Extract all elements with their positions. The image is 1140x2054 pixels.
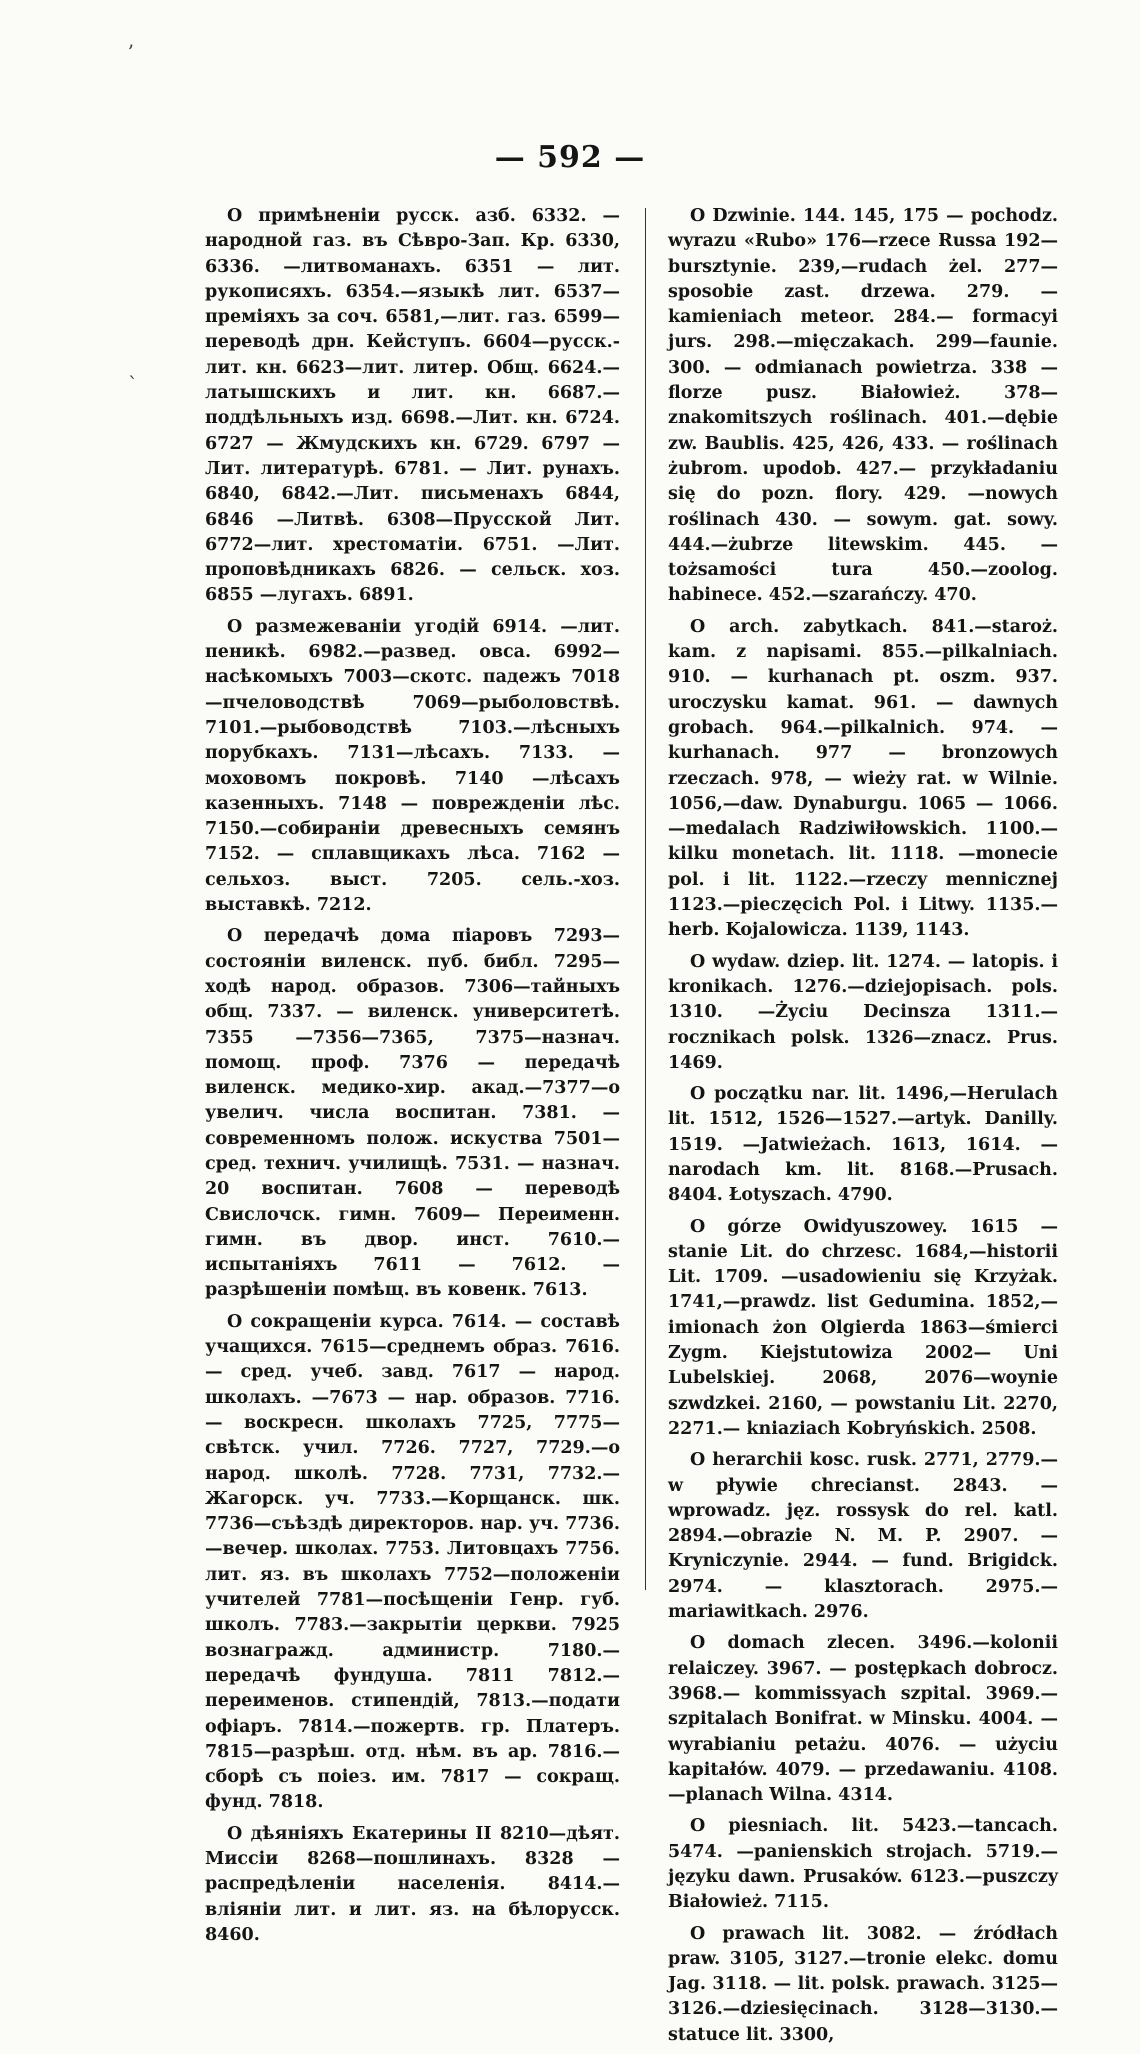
right-column bbox=[668, 204, 1058, 2054]
right-paragraph: O Dzwinie. 144. 145, 175 — pochodz. wyrazu «Rubo» 176—rzece Russa 192—bursztynie. 239,—rudach żel. 277—sposobie zast. drzewa. 279. — kamieniach meteor. 284.— formacyi jurs. 298.—mięczakach. 299—faunie. 300. — odmianach powietrza. 338 — florze pusz. Białowież. 378—znakomitszych roślinach. 401.—dębie zw. Baublis. 425, 426, 433. — roślinach żubrom. upodob. 427.— przykładaniu się do pozn. flory. 429. —nowych roślinach 430. — sowym. gat. sowy. 444.—żubrze litewskim. 445. — tożsamości tura 450.—zoolog. habinece. 452.—szarańczy. 470. bbox=[668, 206, 1058, 606]
left-paragraph: О передачѣ дома піаровъ 7293—состояніи виленск. пуб. библ. 7295—ходѣ народ. образов. 7306—тайныхъ общ. 7337. — виленск. университетѣ. 7355 —7356—7365, 7375—назнач. помощ. проф. 7376 — передачѣ виленск. медико-хир. акад.—7377—о увелич. числа воспитан. 7381. —современномъ полож. искуства 7501—сред. технич. училищѣ. 7531. — назнач. 20 воспитан. 7608 — переводѣ Свислочск. гимн. 7609— Переименн. гимн. въ двор. инст. 7610.— испытаніяхъ 7611 — 7612. — разрѣшеніи помѣщ. въ ковенк. 7613. bbox=[205, 926, 620, 1301]
left-paragraph: О размежеваніи угодій 6914. —лит. пеникѣ. 6982.—развед. овса. 6992—насѣкомыхъ 7003—скотс. падежъ 7018—пчеловодствѣ 7069—рыболовствѣ. 7101.—рыбоводствѣ 7103.—лѣсныхъ порубкахъ. 7131—лѣсахъ. 7133. — моховомъ покровѣ. 7140 —лѣсахъ казенныхъ. 7148 — поврежденіи лѣс. 7150.—собираніи древесныхъ семянъ 7152. — сплавщикахъ лѣса. 7162 — сельхоз. выст. 7205. сель.-хоз. выставкѣ. 7212. bbox=[205, 616, 620, 916]
margin-tick-mark: ʼ bbox=[127, 40, 134, 64]
right-paragraph: O arch. zabytkach. 841.—staroż. kam. z napisami. 855.—pilkalniach. 910. — kurhanach pt. oszm. 937. uroczysku kamat. 961. — dawnych grobach. 964.—pilkalnich. 974. — kurhanach. 977 — bronzowych rzeczach. 978, — wieży rat. w Wilnie. 1056,—daw. Dynaburgu. 1065 — 1066.—medalach Radziwiłowskich. 1100.—kilku monetach. lit. 1118. —monecie pol. i lit. 1122.—rzeczy mennicznej 1123.—pieczęcich Pol. i Litwy. 1135.—herb. Kojalowicza. 1139, 1143. bbox=[668, 616, 1058, 941]
margin-dash-mark: ˋ bbox=[128, 372, 138, 396]
column-divider bbox=[645, 208, 646, 1590]
right-paragraph: O domach zlecen. 3496.—kolonii relaiczey. 3967. — postępkach dobrocz. 3968.— kommissyach szpital. 3969.—szpitalach Bonifrat. w Minsku. 4004. — wyrabianiu petażu. 4076. — użyciu kapitałów. 4079. — przedawaniu. 4108.—planach Wilna. 4314. bbox=[668, 1633, 1058, 1806]
right-paragraph: O piesniach. lit. 5423.—tancach. 5474. —panienskich strojach. 5719.—języku dawn. Prusaków. 6123.—puszczy Białowież. 7115. bbox=[668, 1816, 1058, 1913]
right-paragraph: O herarchii kosc. rusk. 2771, 2779.— w pływie chrecianst. 2843. — wprowadz. jęz. rossysk do rel. katl. 2894.—obrazie N. M. P. 2907. — Kryniczynie. 2944. — fund. Brigidck. 2974. — klasztorach. 2975.—mariawitkach. 2976. bbox=[668, 1450, 1058, 1623]
right-paragraph: O wydaw. dziep. lit. 1274. — latopis. i kronikach. 1276.—dziejopisach. pols. 1310. —Życiu Decinsza 1311.—rocznikach polsk. 1326—znacz. Prus. 1469. bbox=[668, 951, 1058, 1073]
page-number: — 592 — bbox=[494, 140, 646, 175]
right-paragraph: O początku nar. lit. 1496,—Herulach lit. 1512, 1526—1527.—artyk. Danilly. 1519. —Jatwieżach. 1613, 1614. — narodach km. lit. 8168.—Prusach. 8404. Łotyszach. 4790. bbox=[668, 1084, 1058, 1206]
left-paragraph: О дѣяніяхъ Екатерины II 8210—дѣят. Миссіи 8268—пошлинахъ. 8328 — распредѣленіи населенія. 8414.—вліяніи лит. и лит. яз. на бѣлорусск. 8460. bbox=[205, 1823, 620, 1945]
left-paragraph: О примѣненіи русск. азб. 6332. — народной газ. въ Сѣвро-Зап. Кр. 6330, 6336. —литвоманахъ. 6351 — лит. рукописяхъ. 6354.—языкѣ лит. 6537—преміяхъ за соч. 6581,—лит. газ. 6599—переводѣ дрн. Кейступъ. 6604—русск.-лит. кн. 6623—лит. литер. Общ. 6624.—латышскихъ и лит. кн. 6687.—поддѣльныхъ изд. 6698.—Лит. кн. 6724. 6727 — Жмудскихъ кн. 6729. 6797 —Лит. литературѣ. 6781. — Лит. рунахъ. 6840, 6842.—Лит. письменахъ 6844, 6846 —Литвѣ. 6308—Прусской Лит. 6772—лит. хрестоматіи. 6751. —Лит. проповѣдникахъ 6826. — сельск. хоз. 6855 —лугахъ. 6891. bbox=[205, 206, 620, 606]
left-column bbox=[205, 204, 620, 1954]
left-paragraph: О сокращеніи курса. 7614. — составѣ учащихся. 7615—среднемъ образ. 7616.— сред. учеб. завд. 7617 — народ. школахъ. —7673 — нар. образов. 7716. — воскресн. школахъ 7725, 7775—свѣтск. учил. 7726. 7727, 7729.—о народ. школѣ. 7728. 7731, 7732.—Жагорск. уч. 7733.—Корщанск. шк. 7736—съѣздѣ директоров. нар. уч. 7736. —вечер. школах. 7753. Литовцахъ 7756. лит. яз. въ школахъ 7752—положеніи учителей 7781—посѣщеніи Генр. губ. школъ. 7783.—закрытіи церкви. 7925 вознагражд. администр. 7180.—передачѣ фундуша. 7811 7812.—переименов. стипендій, 7813.—подати офіаръ. 7814.—пожертв. гр. Платеръ. 7815—разрѣш. отд. нѣм. въ ар. 7816.— сборѣ съ поіез. им. 7817 — сокращ. фунд. 7818. bbox=[205, 1311, 620, 1813]
right-paragraph: O prawach lit. 3082. — źródłach praw. 3105, 3127.—tronie elekc. domu Jag. 3118. — lit. polsk. prawach. 3125—3126.—dziesięcinach. 3128—3130.—statuce lit. 3300, bbox=[668, 1923, 1058, 2045]
right-paragraph: O górze Owidyuszowey. 1615 — stanie Lit. do chrzesc. 1684,—historii Lit. 1709. —usadowieniu się Krzyżak. 1741,—prawdz. list Gedumina. 1852,—imionach żon Olgierda 1863—śmierci Zygm. Kiejstutowiza 2002— Uni Lubelskiej. 2068, 2076—woynie szwdzkei. 2160, — powstaniu Lit. 2270, 2271.— kniaziach Kobryńskich. 2508. bbox=[668, 1216, 1058, 1439]
